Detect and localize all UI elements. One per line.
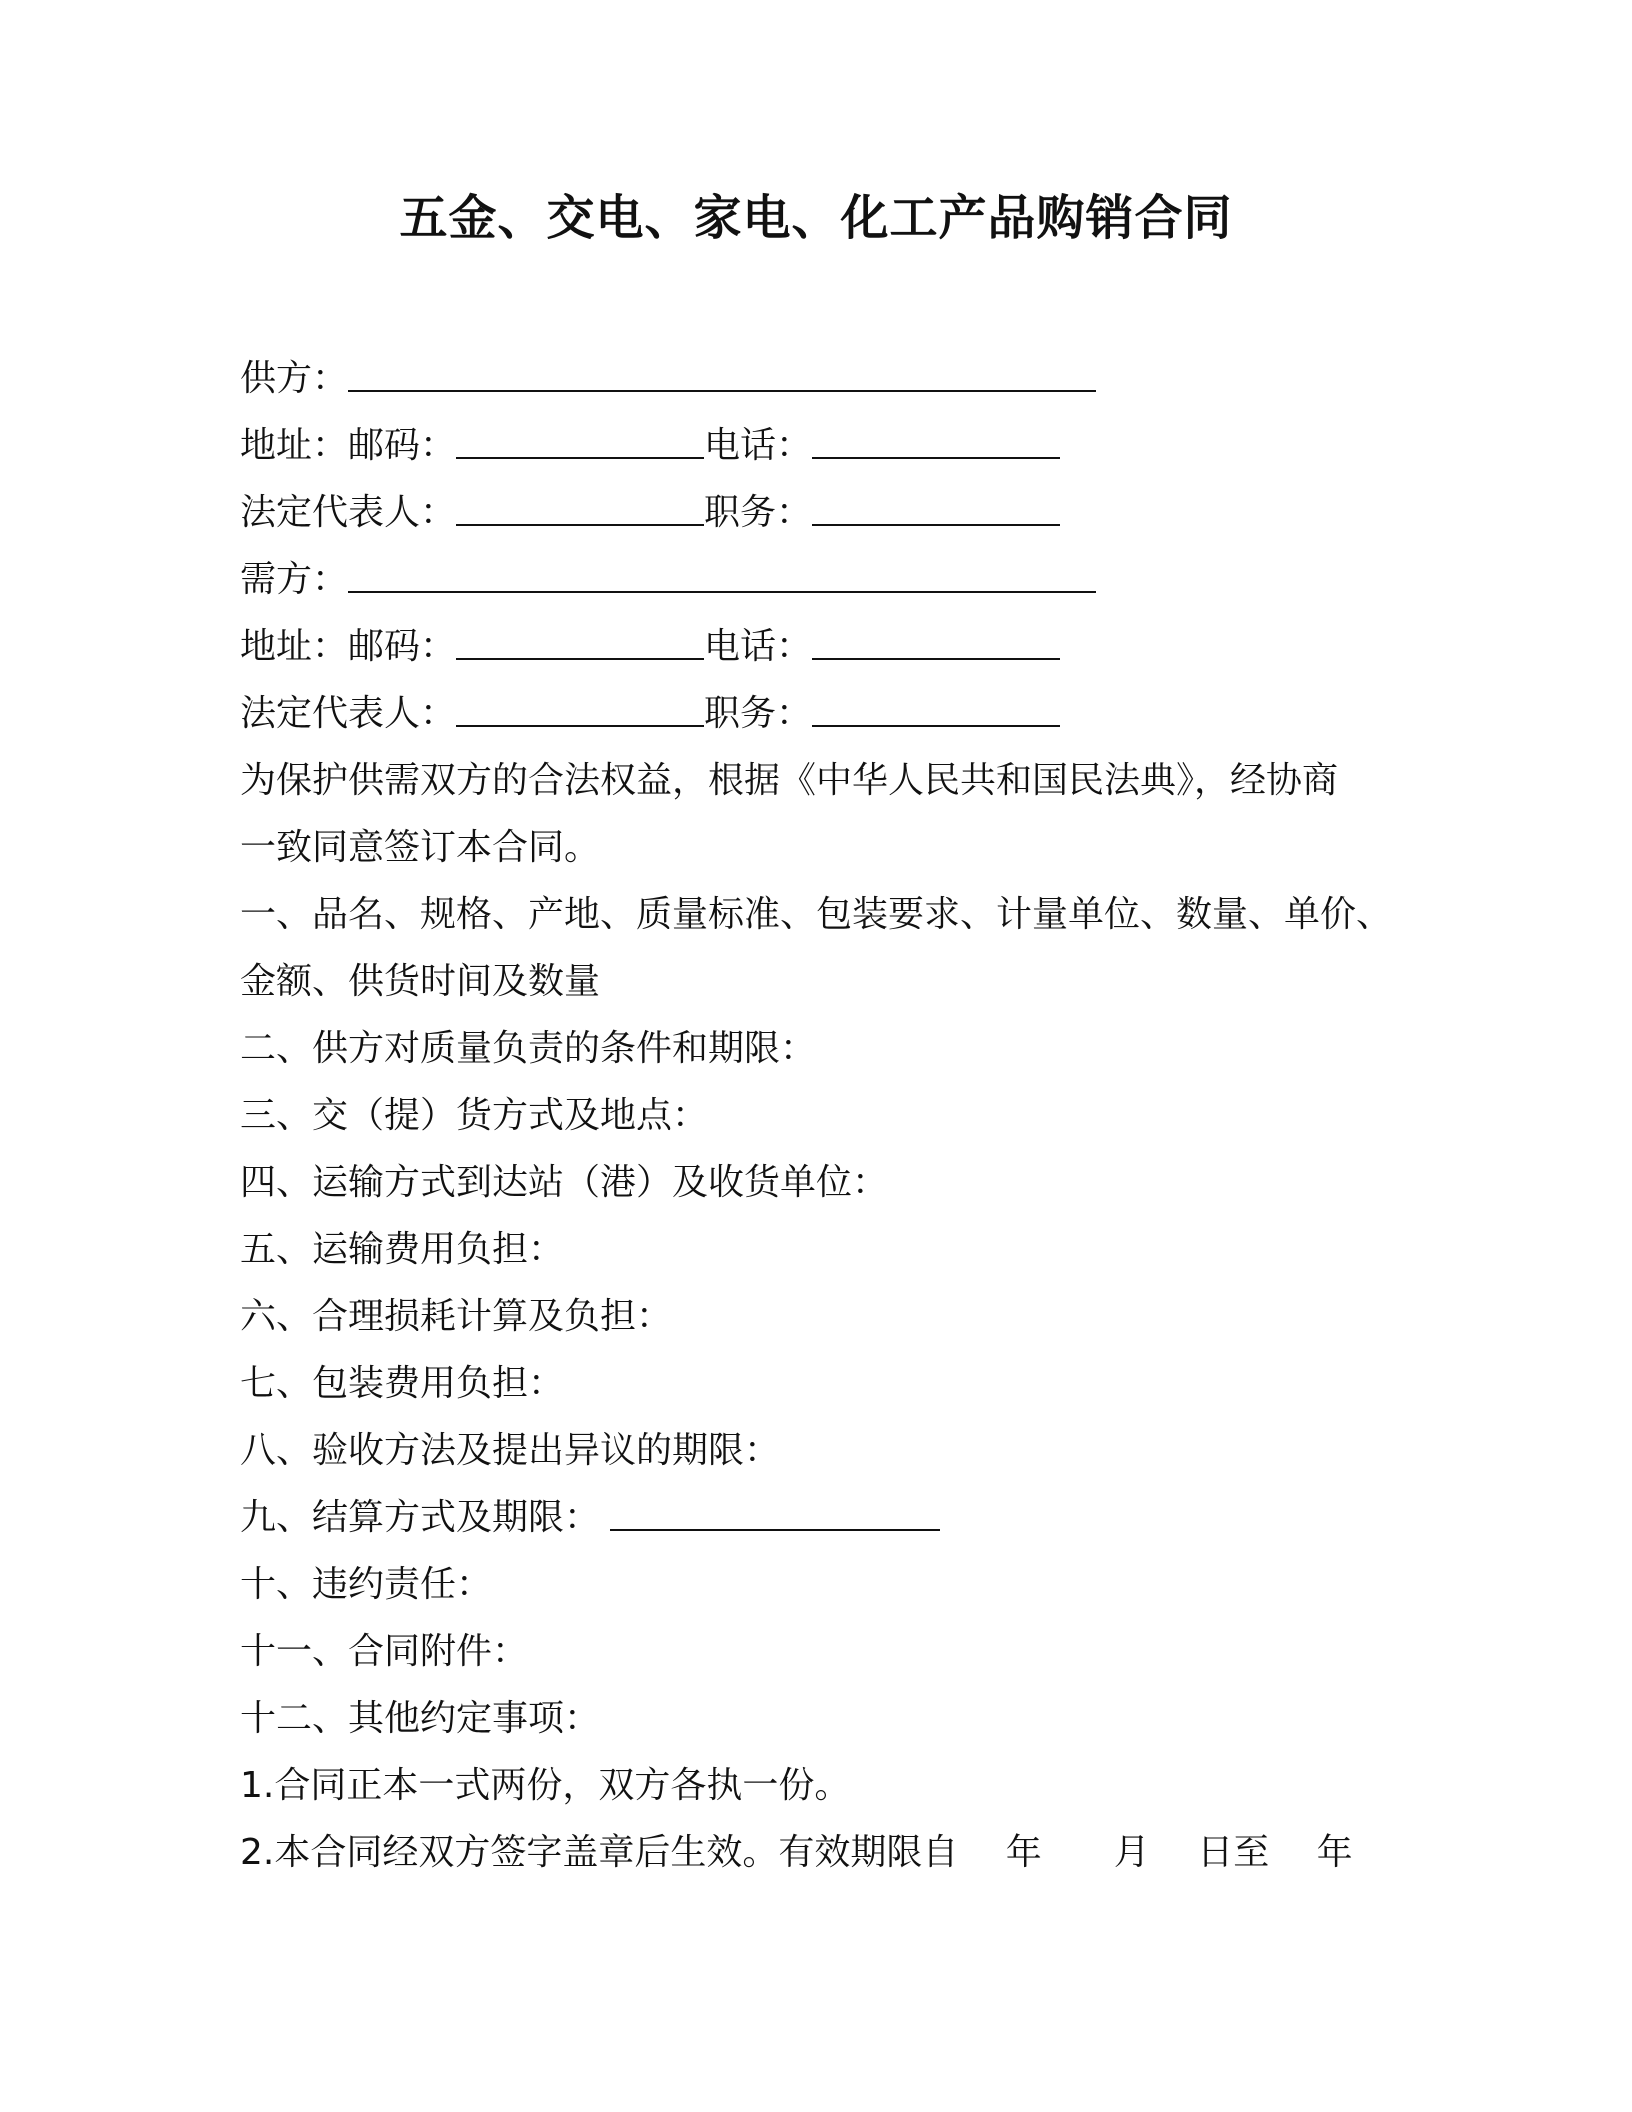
clause-11: 十一、合同附件：	[240, 1631, 529, 1672]
supplier-postcode-blank[interactable]	[456, 427, 704, 459]
preamble-line-1: 为保护供需双方的合法权益，根据《中华人民共和国民法典》，经协商	[240, 760, 1339, 801]
buyer-phone-blank[interactable]	[812, 628, 1060, 660]
supplier-name-blank[interactable]	[348, 360, 1096, 392]
clause-1-line-2: 金额、供货时间及数量	[240, 961, 601, 1002]
page-title: 五金、交电、家电、化工产品购销合同	[399, 190, 1233, 246]
item-1: 1.合同正本一式两份，双方各执一份。	[240, 1765, 851, 1806]
clause-10: 十、违约责任：	[240, 1564, 493, 1605]
settlement-blank[interactable]	[610, 1499, 940, 1531]
buyer-rep-line	[240, 680, 1400, 747]
supplier-rep-label: 法定代表人：	[240, 492, 457, 533]
buyer-position-label: 职务：	[704, 693, 813, 734]
buyer-label: 需方：	[240, 559, 349, 600]
supplier-rep-blank[interactable]	[456, 494, 704, 526]
supplier-rep-line	[240, 479, 1400, 546]
buyer-phone-label: 电话：	[704, 626, 813, 667]
clause-3: 三、交（提）货方式及地点：	[240, 1095, 709, 1136]
clause-12: 十二、其他约定事项：	[240, 1698, 601, 1739]
buyer-rep-label: 法定代表人：	[240, 693, 457, 734]
supplier-position-blank[interactable]	[812, 494, 1060, 526]
contract-body	[240, 345, 1400, 1886]
supplier-phone-blank[interactable]	[812, 427, 1060, 459]
clause-6: 六、合理损耗计算及负担：	[240, 1296, 673, 1337]
buyer-name-blank[interactable]	[348, 561, 1096, 593]
clause-9: 九、结算方式及期限：	[240, 1497, 601, 1538]
clause-2: 二、供方对质量负责的条件和期限：	[240, 1028, 817, 1069]
item-2: 2.本合同经双方签字盖章后生效。有效期限自 年 月 日至 年	[240, 1832, 1353, 1873]
supplier-phone-label: 电话：	[704, 425, 813, 466]
supplier-position-label: 职务：	[704, 492, 813, 533]
clause-4: 四、运输方式到达站（港）及收货单位：	[240, 1162, 889, 1203]
buyer-position-blank[interactable]	[812, 695, 1060, 727]
supplier-address-line	[240, 412, 1400, 479]
buyer-address-label: 地址：邮码：	[240, 626, 457, 667]
buyer-line	[240, 546, 1400, 613]
clause-9-line	[240, 1484, 1400, 1551]
supplier-line	[240, 345, 1400, 412]
clause-8: 八、验收方法及提出异议的期限：	[240, 1430, 781, 1471]
buyer-address-line	[240, 613, 1400, 680]
buyer-rep-blank[interactable]	[456, 695, 704, 727]
clause-1-line-1: 一、品名、规格、产地、质量标准、包装要求、计量单位、数量、单价、	[240, 894, 1393, 935]
buyer-postcode-blank[interactable]	[456, 628, 704, 660]
supplier-label: 供方：	[240, 358, 349, 399]
clause-5: 五、运输费用负担：	[240, 1229, 565, 1270]
preamble-line-2: 一致同意签订本合同。	[240, 827, 601, 868]
clause-7: 七、包装费用负担：	[240, 1363, 565, 1404]
supplier-address-label: 地址：邮码：	[240, 425, 457, 466]
